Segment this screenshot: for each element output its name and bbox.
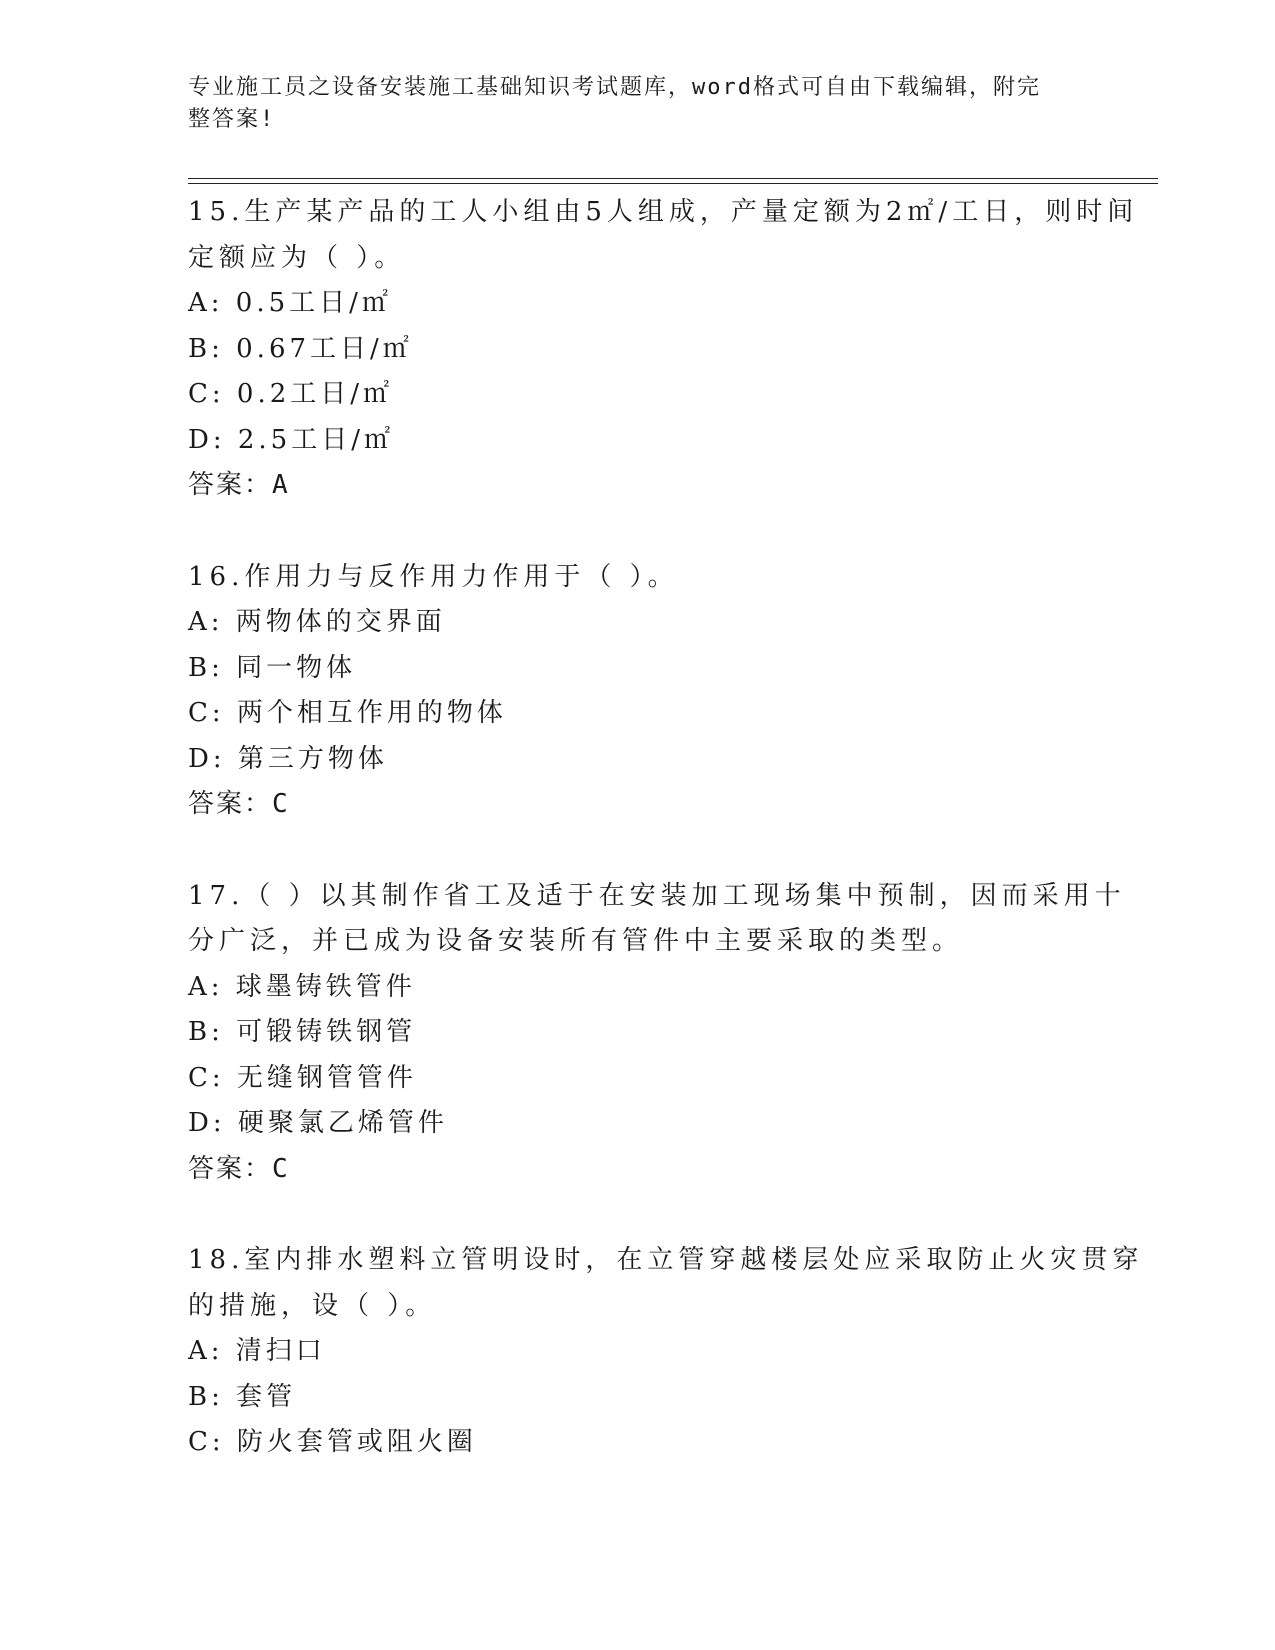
option-a: A: 两物体的交界面	[188, 607, 446, 637]
question-stem: 分广泛，并已成为设备安装所有管件中主要采取的类型。	[188, 926, 964, 956]
option-a: A: 0.5工日/㎡	[188, 288, 392, 318]
option-d: D: 2.5工日/㎡	[188, 424, 394, 455]
option-b: B: 套管	[188, 1381, 297, 1412]
question-list	[188, 190, 1144, 1512]
option-c: C: 0.2工日/㎡	[188, 379, 394, 409]
answer-line	[188, 463, 1088, 509]
option-a: A: 球墨铸铁管件	[188, 971, 416, 1002]
option-b: B: 同一物体	[188, 652, 357, 683]
question-stem: 16.作用力与反作用力作用于（ ）。	[188, 561, 679, 592]
option-a: A: 清扫口	[188, 1336, 326, 1366]
answer-label: 答案：	[188, 789, 273, 819]
question-16	[188, 555, 1088, 828]
question-stem: 17.（ ）以其制作省工及适于在安装加工现场集中预制，因而采用十	[188, 880, 1126, 911]
answer-label: 答案：	[188, 470, 273, 500]
answer-value: C	[272, 789, 290, 819]
answer-label: 答案：	[188, 1153, 273, 1184]
document-header	[188, 72, 1088, 136]
option-c: C: 两个相互作用的物体	[188, 698, 507, 728]
question-17	[188, 874, 1126, 1193]
option-d: D: 硬聚氯乙烯管件	[188, 1108, 448, 1138]
option-c: C: 防火套管或阻火圈	[188, 1427, 477, 1457]
question-stem: 18.室内排水塑料立管明设时，在立管穿越楼层处应采取防止火灾贯穿	[188, 1245, 1144, 1275]
answer-value: C	[272, 1153, 290, 1184]
option-b: B: 0.67工日/㎡	[188, 333, 413, 364]
header-divider-top	[188, 178, 1158, 179]
header-line-1: 专业施工员之设备安装施工基础知识考试题库，word格式可自由下载编辑，附完	[188, 75, 1041, 100]
question-15	[188, 190, 1139, 509]
option-d: D: 第三方物体	[188, 743, 388, 774]
option-b: B: 可锻铸铁钢管	[188, 1017, 417, 1047]
answer-line	[188, 782, 1088, 828]
question-stem: 的措施，设（ ）。	[188, 1290, 437, 1321]
header-line-2: 整答案!	[188, 107, 276, 132]
header-divider-bottom	[188, 183, 1158, 184]
answer-line	[188, 1147, 1088, 1193]
answer-value: A	[272, 470, 290, 500]
question-18	[188, 1238, 1144, 1466]
question-stem: 定额应为（ ）。	[188, 242, 406, 273]
option-c: C: 无缝钢管管件	[188, 1062, 417, 1093]
question-stem: 15.生产某产品的工人小组由5人组成，产量定额为2㎡/工日，则时间	[188, 197, 1139, 227]
